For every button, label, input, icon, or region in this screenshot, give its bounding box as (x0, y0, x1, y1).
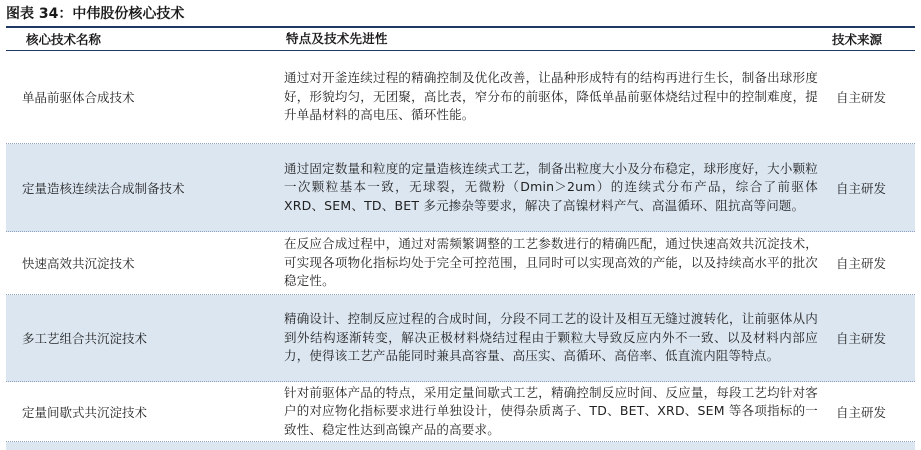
tech-source-cell: 自主研发 (836, 256, 887, 271)
table-header-row (6, 28, 915, 51)
header-tech-name: 核心技术名称 (26, 32, 102, 47)
table-row (6, 295, 915, 382)
table-row (6, 382, 915, 442)
tech-description-cell: 在反应合成过程中，通过对需频繁调整的工艺参数进行的精确匹配，通过快速高效共沉淀技术，可实现各项物化指标均处于完全可控范围，且同时可以实现高效的产能，以及持续高水平的批次稳定性。 (284, 236, 818, 289)
tech-description-cell: 精确设计、控制反应过程的合成时间，分段不同工艺的设计及相互无缝过渡转化，让前驱体从内到外结构逐渐转变，解决正极材料烧结过程由于颗粒大导致反应内外不一致、以及材料内部应力，使得该工艺产品能同时兼具高容量、高压实、高循环、高倍率、低直流内阻等特点。 (284, 311, 818, 364)
tech-source-cell: 自主研发 (836, 404, 887, 420)
table-row (6, 144, 915, 232)
tech-source-cell: 自主研发 (836, 180, 887, 196)
header-features: 特点及技术先进性 (286, 30, 388, 46)
table-row (6, 51, 915, 144)
tech-name-cell: 多工艺组合共沉淀技术 (22, 331, 148, 346)
core-technology-table (6, 26, 915, 450)
tech-name-cell: 快速高效共沉淀技术 (22, 256, 135, 271)
figure-title: 图表 34：中伟股份核心技术 (6, 6, 185, 22)
tech-source-cell: 自主研发 (836, 331, 887, 346)
tech-source-cell: 自主研发 (836, 90, 887, 105)
tech-description-cell: 针对前驱体产品的特点，采用定量间歇式工艺，精确控制反应时间、反应量，每段工艺均针对客户的对应物化指标要求进行单独设计，使得杂质离子、TD、BET、XRD、SEM 等各项指标的一致性、稳定性达到高镍产品的高要求。 (284, 384, 818, 437)
tech-name-cell: 定量造核连续法合成制备技术 (22, 180, 185, 196)
tech-description-cell: 通过对开釜连续过程的精确控制及优化改善，让晶种形成特有的结构再进行生长，制备出球形度好，形貌均匀，无团聚，高比表，窄分布的前驱体，降低单晶前驱体烧结过程中的控制难度，提升单晶材料的高电压、循环性能。 (284, 70, 818, 123)
tech-name-cell: 单晶前驱体合成技术 (22, 90, 135, 105)
tech-description-cell: 通过固定数量和粒度的定量造核连续式工艺，制备出粒度大小及分布稳定，球形度好，大小颗粒一次颗粒基本一致，无球裂，无微粉（Dmin＞2um）的连续式分布产品，综合了前驱体 XRD、SEM、TD、BET 多元掺杂等要求，解决了高镍材料产气、高温循环、阻抗高等问题。 (284, 160, 818, 213)
table-row (6, 232, 915, 295)
tech-name-cell: 定量间歇式共沉淀技术 (22, 404, 148, 420)
header-tech-source: 技术来源 (832, 32, 883, 47)
table-row-cut-off (6, 442, 915, 450)
